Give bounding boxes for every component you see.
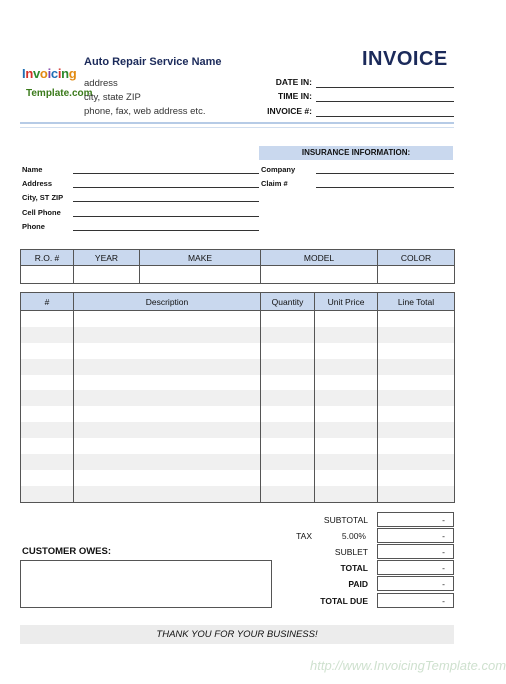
item-line-total-cell[interactable] [378, 454, 455, 470]
item-quantity-cell[interactable] [261, 327, 315, 343]
item-line-total-cell[interactable] [378, 311, 455, 327]
item-quantity-cell[interactable] [261, 311, 315, 327]
invoice-number-field[interactable] [316, 116, 454, 117]
company-city: city, state ZIP [84, 92, 141, 103]
insurance-header: INSURANCE INFORMATION: [259, 146, 453, 160]
header-divider [20, 122, 454, 124]
item-unit-price-cell[interactable] [315, 390, 378, 406]
item-line-total-cell[interactable] [378, 390, 455, 406]
item-number-cell[interactable] [21, 327, 74, 343]
item-line-total-cell[interactable] [378, 486, 455, 502]
items-header-line-total: Line Total [378, 293, 455, 311]
item-description-cell[interactable] [74, 327, 261, 343]
sublet-value[interactable]: - [377, 544, 454, 559]
item-description-cell[interactable] [74, 486, 261, 502]
item-quantity-cell[interactable] [261, 438, 315, 454]
item-number-cell[interactable] [21, 311, 74, 327]
item-line-total-cell[interactable] [378, 375, 455, 391]
items-header-number: # [21, 293, 74, 311]
insurance-company-label: Company [261, 165, 296, 174]
paid-label: PAID [348, 579, 368, 589]
item-description-cell[interactable] [74, 375, 261, 391]
total-due-value: - [377, 593, 454, 608]
logo-text-line1: Invoicing [22, 66, 77, 81]
item-number-cell[interactable] [21, 359, 74, 375]
table-row [21, 454, 455, 470]
item-number-cell[interactable] [21, 454, 74, 470]
item-quantity-cell[interactable] [261, 375, 315, 391]
sublet-label: SUBLET [334, 547, 368, 557]
company-logo [22, 66, 93, 106]
item-unit-price-cell[interactable] [315, 327, 378, 343]
item-line-total-cell[interactable] [378, 470, 455, 486]
item-unit-price-cell[interactable] [315, 486, 378, 502]
item-description-cell[interactable] [74, 454, 261, 470]
date-in-field[interactable] [316, 87, 454, 88]
item-description-cell[interactable] [74, 359, 261, 375]
items-header-quantity: Quantity [261, 293, 315, 311]
tax-value: - [377, 528, 454, 543]
company-address: address [84, 78, 118, 89]
item-number-cell[interactable] [21, 375, 74, 391]
customer-address-field[interactable] [73, 187, 259, 188]
table-row [21, 311, 455, 327]
table-row [21, 470, 455, 486]
item-quantity-cell[interactable] [261, 343, 315, 359]
total-due-label: TOTAL DUE [320, 596, 368, 606]
customer-cell-phone-field[interactable] [73, 216, 259, 217]
insurance-claim-label: Claim # [261, 179, 288, 188]
item-description-cell[interactable] [74, 406, 261, 422]
vehicle-table [20, 249, 455, 284]
customer-name-label: Name [22, 165, 43, 174]
item-unit-price-cell[interactable] [315, 470, 378, 486]
vehicle-header-model: MODEL [261, 250, 378, 266]
customer-owes-label: CUSTOMER OWES: [22, 546, 112, 557]
insurance-company-field[interactable] [316, 173, 454, 174]
company-name: Auto Repair Service Name [84, 56, 222, 68]
item-unit-price-cell[interactable] [315, 375, 378, 391]
item-unit-price-cell[interactable] [315, 311, 378, 327]
watermark: http://www.InvoicingTemplate.com [310, 658, 506, 673]
table-row [21, 406, 455, 422]
total-value: - [377, 560, 454, 575]
item-description-cell[interactable] [74, 470, 261, 486]
item-number-cell[interactable] [21, 390, 74, 406]
customer-address-label: Address [22, 179, 53, 188]
paid-value[interactable]: - [377, 576, 454, 591]
total-label: TOTAL [340, 563, 368, 573]
item-unit-price-cell[interactable] [315, 438, 378, 454]
item-description-cell[interactable] [74, 343, 261, 359]
item-unit-price-cell[interactable] [315, 454, 378, 470]
table-row [21, 422, 455, 438]
vehicle-header-make: MAKE [140, 250, 261, 266]
vehicle-model-cell[interactable] [261, 266, 378, 284]
item-quantity-cell[interactable] [261, 454, 315, 470]
table-row [21, 390, 455, 406]
table-row [21, 375, 455, 391]
subtotal-label: SUBTOTAL [323, 515, 368, 525]
time-in-label: TIME IN: [278, 91, 312, 101]
table-row [21, 359, 455, 375]
item-quantity-cell[interactable] [261, 406, 315, 422]
vehicle-header-ro: R.O. # [21, 250, 74, 266]
customer-cell-phone-label: Cell Phone [22, 208, 61, 217]
item-description-cell[interactable] [74, 390, 261, 406]
item-line-total-cell[interactable] [378, 438, 455, 454]
company-contact: phone, fax, web address etc. [84, 106, 206, 117]
items-table [20, 292, 455, 503]
item-line-total-cell[interactable] [378, 359, 455, 375]
thank-you-message: THANK YOU FOR YOUR BUSINESS! [20, 625, 454, 644]
item-number-cell[interactable] [21, 486, 74, 502]
subtotal-value: - [377, 512, 454, 527]
item-line-total-cell[interactable] [378, 406, 455, 422]
insurance-claim-field[interactable] [316, 187, 454, 188]
item-number-cell[interactable] [21, 438, 74, 454]
vehicle-year-cell[interactable] [74, 266, 140, 284]
table-row [21, 327, 455, 343]
item-unit-price-cell[interactable] [315, 359, 378, 375]
item-description-cell[interactable] [74, 438, 261, 454]
item-number-cell[interactable] [21, 422, 74, 438]
item-quantity-cell[interactable] [261, 359, 315, 375]
invoice-number-label: INVOICE #: [267, 106, 312, 116]
customer-owes-box[interactable] [20, 560, 272, 608]
vehicle-header-year: YEAR [74, 250, 140, 266]
customer-city-label: City, ST ZIP [22, 193, 64, 202]
logo-text-line2: Template.com [26, 88, 93, 99]
header-divider-secondary [20, 127, 454, 128]
item-line-total-cell[interactable] [378, 327, 455, 343]
table-row [21, 486, 455, 502]
item-line-total-cell[interactable] [378, 422, 455, 438]
customer-phone-label: Phone [22, 222, 45, 231]
table-row [21, 343, 455, 359]
item-unit-price-cell[interactable] [315, 422, 378, 438]
item-quantity-cell[interactable] [261, 470, 315, 486]
item-unit-price-cell[interactable] [315, 406, 378, 422]
item-line-total-cell[interactable] [378, 343, 455, 359]
item-number-cell[interactable] [21, 343, 74, 359]
vehicle-header-color: COLOR [378, 250, 455, 266]
item-quantity-cell[interactable] [261, 422, 315, 438]
items-header-unit-price: Unit Price [315, 293, 378, 311]
vehicle-make-cell[interactable] [140, 266, 261, 284]
item-quantity-cell[interactable] [261, 486, 315, 502]
customer-phone-field[interactable] [73, 230, 259, 231]
vehicle-ro-cell[interactable] [21, 266, 74, 284]
item-number-cell[interactable] [21, 470, 74, 486]
date-in-label: DATE IN: [275, 77, 312, 87]
item-unit-price-cell[interactable] [315, 343, 378, 359]
table-row [21, 438, 455, 454]
customer-name-field[interactable] [73, 173, 259, 174]
time-in-field[interactable] [316, 101, 454, 102]
invoice-title: INVOICE [362, 48, 448, 70]
tax-rate[interactable]: 5.00% [341, 531, 366, 541]
tax-label: TAX [296, 531, 312, 541]
vehicle-color-cell[interactable] [378, 266, 455, 284]
customer-city-field[interactable] [73, 201, 259, 202]
item-quantity-cell[interactable] [261, 390, 315, 406]
item-description-cell[interactable] [74, 311, 261, 327]
item-number-cell[interactable] [21, 406, 74, 422]
items-header-description: Description [74, 293, 261, 311]
item-description-cell[interactable] [74, 422, 261, 438]
